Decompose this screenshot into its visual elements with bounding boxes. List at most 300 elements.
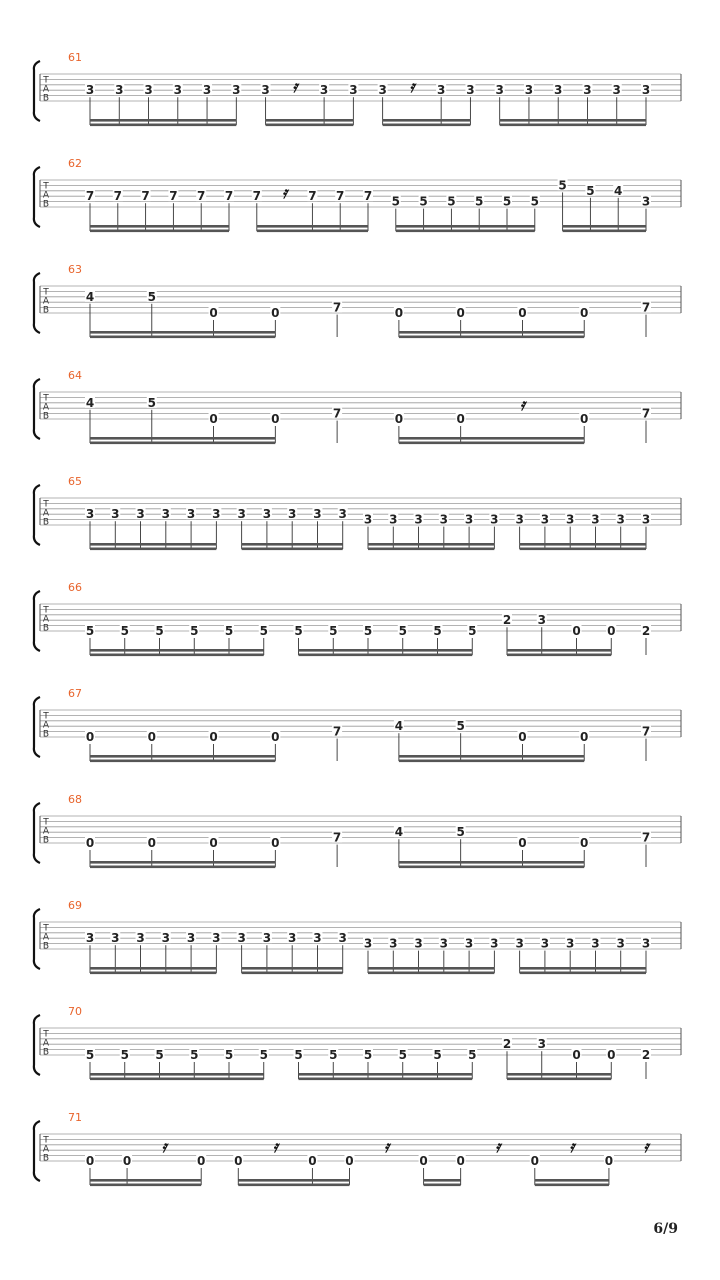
- fret-number: 7: [641, 406, 651, 421]
- beam: [399, 760, 584, 763]
- fret-number: 0: [209, 730, 218, 744]
- tab-clef-letter: B: [42, 517, 50, 528]
- fret-number: 0: [518, 730, 527, 744]
- fret-number: 3: [537, 1037, 546, 1052]
- fret-number: 7: [308, 189, 317, 204]
- tab-clef-letter: T: [43, 1135, 49, 1146]
- fret-number: 5: [155, 1048, 164, 1062]
- beam: [520, 548, 646, 551]
- tab-clef-letter: B: [42, 93, 50, 104]
- rest-symbol: 𝄿: [384, 1137, 389, 1157]
- fret-number: 5: [530, 194, 539, 209]
- tab-clef-letter: T: [43, 393, 49, 404]
- fret-number: 0: [530, 1154, 539, 1168]
- fret-number: 5: [120, 624, 129, 638]
- fret-number: 0: [209, 306, 218, 320]
- fret-number: 0: [271, 306, 280, 320]
- beam: [90, 331, 275, 334]
- fret-number: 7: [197, 189, 206, 204]
- fret-number: 0: [234, 1154, 243, 1168]
- beam: [383, 119, 471, 122]
- rest-symbol: 𝄿: [519, 395, 525, 415]
- fret-number: 0: [456, 306, 465, 320]
- fret-number: 0: [147, 836, 156, 850]
- tab-clef-letter: A: [42, 826, 50, 837]
- system-bracket: [34, 803, 40, 863]
- tab-clef-letter: A: [42, 402, 50, 413]
- tab-clef-letter: A: [42, 932, 50, 943]
- system-bracket: [34, 697, 40, 757]
- fret-number: 5: [586, 183, 595, 198]
- beam: [399, 861, 584, 864]
- fret-number: 3: [616, 936, 625, 951]
- fret-number: 3: [616, 512, 625, 527]
- fret-number: 4: [394, 719, 404, 734]
- fret-number: 3: [612, 83, 621, 98]
- beam: [90, 119, 236, 122]
- fret-number: 5: [147, 289, 156, 304]
- fret-number: 0: [572, 1048, 581, 1062]
- tab-clef-letter: T: [43, 1029, 49, 1040]
- fret-number: 3: [237, 507, 246, 522]
- fret-number: 0: [419, 1154, 428, 1168]
- fret-number: 3: [540, 512, 550, 527]
- beam: [257, 230, 368, 233]
- beam: [399, 755, 584, 758]
- fret-number: 3: [641, 194, 651, 209]
- fret-number: 5: [363, 624, 373, 638]
- fret-number: 0: [607, 624, 616, 638]
- fret-number: 3: [641, 83, 651, 98]
- system-bracket: [34, 167, 40, 227]
- fret-number: 4: [85, 289, 95, 304]
- beam: [242, 543, 343, 546]
- fret-number: 0: [394, 306, 404, 320]
- fret-number: 3: [212, 507, 221, 522]
- fret-number: 7: [641, 300, 651, 315]
- fret-number: 0: [147, 730, 156, 744]
- fret-number: 3: [136, 931, 145, 946]
- fret-number: 0: [456, 1154, 465, 1168]
- beam: [299, 1078, 473, 1081]
- measure-number: 64: [68, 369, 82, 382]
- beam: [299, 649, 473, 652]
- fret-number: 3: [85, 83, 95, 98]
- fret-number: 7: [363, 189, 373, 204]
- fret-number: 5: [447, 194, 456, 209]
- rest-symbol: 𝄿: [643, 1137, 649, 1157]
- measure-number: 66: [68, 581, 82, 594]
- beam: [368, 972, 494, 975]
- fret-number: 5: [224, 1048, 234, 1062]
- system-bracket: [34, 379, 40, 439]
- fret-number: 3: [319, 83, 329, 98]
- fret-number: 3: [115, 83, 124, 98]
- beam: [563, 225, 646, 228]
- fret-number: 7: [641, 724, 651, 739]
- fret-number: 3: [515, 512, 524, 527]
- fret-number: 3: [537, 613, 546, 628]
- measure-number: 63: [68, 263, 82, 276]
- tab-clef-letter: A: [42, 720, 50, 731]
- beam: [257, 225, 368, 228]
- fret-number: 3: [202, 83, 212, 98]
- fret-number: 3: [186, 507, 196, 522]
- fret-number: 3: [111, 507, 120, 522]
- tab-clef-letter: T: [43, 287, 49, 298]
- measure-number: 62: [68, 157, 82, 170]
- tab-clef-letter: B: [42, 729, 50, 740]
- tab-clef-letter: B: [42, 411, 50, 422]
- beam: [90, 543, 216, 546]
- fret-number: 0: [209, 836, 218, 850]
- fret-number: 5: [85, 1048, 95, 1062]
- fret-number: 0: [345, 1154, 354, 1168]
- fret-number: 5: [190, 624, 199, 638]
- fret-number: 2: [502, 1037, 512, 1052]
- beam: [238, 1179, 349, 1182]
- rest-symbol: 𝄿: [161, 1137, 167, 1157]
- fret-number: 7: [141, 189, 150, 204]
- fret-number: 5: [294, 1048, 303, 1062]
- system-bracket: [34, 1015, 40, 1075]
- measure-number: 70: [68, 1005, 82, 1018]
- beam: [424, 1184, 461, 1187]
- beam: [90, 972, 216, 975]
- beam: [396, 230, 535, 233]
- beam: [90, 1184, 201, 1187]
- fret-number: 7: [169, 189, 178, 204]
- beam: [90, 1179, 201, 1182]
- system-bracket: [34, 909, 40, 969]
- system-bracket: [34, 61, 40, 121]
- fret-number: 3: [436, 83, 446, 98]
- fret-number: 3: [566, 936, 575, 951]
- fret-number: 3: [288, 507, 297, 522]
- beam: [90, 225, 229, 228]
- system-bracket: [34, 485, 40, 545]
- rest-symbol: 𝄿: [495, 1137, 501, 1157]
- beam: [90, 649, 264, 652]
- tab-clef-letter: A: [42, 1144, 50, 1155]
- fret-number: 4: [394, 825, 404, 840]
- tab-clef-letter: T: [43, 75, 49, 86]
- fret-number: 0: [271, 412, 280, 426]
- beam: [238, 1184, 349, 1187]
- beam: [90, 1078, 264, 1081]
- system-bracket: [34, 591, 40, 651]
- measure-number: 68: [68, 793, 82, 806]
- system-bracket: [34, 1121, 40, 1181]
- fret-number: 5: [433, 624, 442, 638]
- fret-number: 0: [580, 306, 589, 320]
- fret-number: 0: [580, 730, 589, 744]
- fret-number: 3: [464, 936, 474, 951]
- fret-number: 3: [490, 936, 499, 951]
- fret-number: 0: [518, 836, 527, 850]
- fret-number: 3: [439, 936, 448, 951]
- tab-clef-letter: T: [43, 817, 49, 828]
- measure-number: 69: [68, 899, 82, 912]
- tab-clef-letter: A: [42, 614, 50, 625]
- fret-number: 7: [332, 830, 342, 845]
- fret-number: 4: [614, 183, 623, 198]
- fret-number: 3: [261, 83, 270, 98]
- fret-number: 5: [190, 1048, 199, 1062]
- fret-number: 0: [122, 1154, 132, 1168]
- fret-number: 5: [558, 178, 567, 193]
- beam: [535, 1179, 609, 1182]
- fret-number: 2: [641, 624, 651, 638]
- tab-clef-letter: B: [42, 941, 50, 952]
- fret-number: 3: [262, 507, 272, 522]
- fret-number: 3: [389, 512, 398, 527]
- tab-clef-letter: A: [42, 1038, 50, 1049]
- tab-clef-letter: A: [42, 296, 50, 307]
- beam: [266, 124, 354, 127]
- fret-number: 0: [518, 306, 527, 320]
- fret-number: 0: [394, 412, 404, 426]
- beam: [242, 548, 343, 551]
- beam: [90, 1073, 264, 1076]
- fret-number: 0: [271, 836, 280, 850]
- fret-number: 0: [607, 1048, 616, 1062]
- fret-number: 7: [85, 189, 95, 204]
- fret-number: 3: [85, 931, 95, 946]
- fret-number: 3: [161, 931, 170, 946]
- fret-number: 3: [363, 936, 373, 951]
- beam: [520, 972, 646, 975]
- fret-number: 3: [161, 507, 170, 522]
- fret-number: 4: [85, 395, 95, 410]
- fret-number: 0: [85, 1154, 95, 1168]
- fret-number: 7: [332, 406, 342, 421]
- fret-number: 7: [252, 189, 261, 204]
- tab-clef-letter: B: [42, 305, 50, 316]
- fret-number: 3: [414, 512, 423, 527]
- rest-symbol: 𝄿: [292, 77, 298, 97]
- fret-number: 3: [349, 83, 358, 98]
- tab-clef-letter: T: [43, 711, 49, 722]
- beam: [500, 124, 646, 127]
- fret-number: 5: [363, 1048, 373, 1062]
- fret-number: 5: [468, 1048, 477, 1062]
- fret-number: 3: [85, 507, 95, 522]
- beam: [90, 442, 275, 445]
- fret-number: 3: [288, 931, 297, 946]
- beam: [520, 967, 646, 970]
- fret-number: 5: [224, 624, 234, 638]
- fret-number: 7: [332, 724, 342, 739]
- fret-number: 5: [155, 624, 164, 638]
- fret-number: 0: [85, 730, 95, 744]
- beam: [299, 1073, 473, 1076]
- beam: [507, 649, 611, 652]
- beam: [90, 866, 275, 869]
- beam: [563, 230, 646, 233]
- fret-number: 7: [224, 189, 234, 204]
- beam: [396, 225, 535, 228]
- fret-number: 2: [502, 613, 512, 628]
- beam: [90, 548, 216, 551]
- beam: [242, 967, 343, 970]
- fret-number: 3: [313, 931, 322, 946]
- beam: [507, 1078, 611, 1081]
- fret-number: 3: [144, 83, 153, 98]
- beam: [399, 437, 584, 440]
- beam: [368, 967, 494, 970]
- fret-number: 3: [173, 83, 182, 98]
- fret-number: 0: [271, 730, 280, 744]
- fret-number: 3: [313, 507, 322, 522]
- rest-symbol: 𝄿: [409, 77, 415, 97]
- tab-clef-letter: A: [42, 84, 50, 95]
- fret-number: 0: [572, 624, 581, 638]
- page-number: 6/9: [653, 1221, 678, 1237]
- beam: [535, 1184, 609, 1187]
- tab-clef-letter: T: [43, 605, 49, 616]
- fret-number: 0: [197, 1154, 206, 1168]
- beam: [242, 972, 343, 975]
- tab-clef-letter: A: [42, 508, 50, 519]
- fret-number: 5: [398, 624, 407, 638]
- beam: [507, 654, 611, 657]
- tab-clef-letter: T: [43, 499, 49, 510]
- fret-number: 3: [495, 83, 504, 98]
- fret-number: 3: [524, 83, 534, 98]
- tab-clef-letter: T: [43, 181, 49, 192]
- beam: [90, 437, 275, 440]
- fret-number: 3: [466, 83, 475, 98]
- tab-clef-letter: B: [42, 1047, 50, 1058]
- measure-number: 61: [68, 51, 82, 64]
- fret-number: 7: [336, 189, 345, 204]
- fret-number: 5: [259, 624, 268, 638]
- fret-number: 5: [419, 194, 428, 209]
- fret-number: 2: [641, 1048, 651, 1062]
- rest-symbol: 𝄿: [272, 1137, 278, 1157]
- fret-number: 5: [329, 624, 338, 638]
- fret-number: 3: [212, 931, 221, 946]
- fret-number: 3: [136, 507, 145, 522]
- fret-number: 5: [147, 395, 156, 410]
- fret-number: 5: [475, 194, 484, 209]
- beam: [399, 866, 584, 869]
- tab-clef-letter: B: [42, 1153, 50, 1164]
- system-bracket: [34, 273, 40, 333]
- fret-number: 3: [540, 936, 550, 951]
- tab-clef-letter: B: [42, 835, 50, 846]
- fret-number: 0: [85, 836, 95, 850]
- fret-number: 7: [332, 300, 342, 315]
- fret-number: 3: [566, 512, 575, 527]
- fret-number: 3: [439, 512, 448, 527]
- beam: [399, 442, 584, 445]
- fret-number: 0: [209, 412, 218, 426]
- fret-number: 5: [85, 624, 95, 638]
- measure-number: 67: [68, 687, 82, 700]
- beam: [90, 967, 216, 970]
- fret-number: 3: [641, 936, 651, 951]
- tab-clef-letter: T: [43, 923, 49, 934]
- beam: [90, 760, 275, 763]
- fret-number: 3: [378, 83, 387, 98]
- beam: [90, 861, 275, 864]
- fret-number: 5: [456, 825, 465, 840]
- fret-number: 3: [554, 83, 563, 98]
- fret-number: 0: [580, 412, 589, 426]
- beam: [399, 336, 584, 339]
- beam: [520, 543, 646, 546]
- beam: [383, 124, 471, 127]
- measure-number: 71: [68, 1111, 82, 1124]
- beam: [90, 336, 275, 339]
- fret-number: 5: [468, 624, 477, 638]
- fret-number: 0: [456, 412, 465, 426]
- fret-number: 3: [515, 936, 524, 951]
- beam: [299, 654, 473, 657]
- measure-number: 65: [68, 475, 82, 488]
- fret-number: 7: [113, 189, 122, 204]
- fret-number: 5: [433, 1048, 442, 1062]
- fret-number: 3: [363, 512, 373, 527]
- beam: [399, 331, 584, 334]
- fret-number: 3: [641, 512, 651, 527]
- fret-number: 5: [398, 1048, 407, 1062]
- beam: [368, 543, 494, 546]
- beam: [266, 119, 354, 122]
- fret-number: 3: [591, 512, 600, 527]
- beam: [500, 119, 646, 122]
- tab-clef-letter: B: [42, 199, 50, 210]
- fret-number: 3: [262, 931, 272, 946]
- beam: [507, 1073, 611, 1076]
- beam: [424, 1179, 461, 1182]
- fret-number: 3: [490, 512, 499, 527]
- beam: [90, 755, 275, 758]
- fret-number: 0: [580, 836, 589, 850]
- fret-number: 3: [583, 83, 592, 98]
- fret-number: 5: [294, 624, 303, 638]
- beam: [90, 124, 236, 127]
- fret-number: 3: [232, 83, 241, 98]
- fret-number: 5: [259, 1048, 268, 1062]
- rest-symbol: 𝄿: [282, 183, 288, 203]
- fret-number: 5: [456, 719, 465, 734]
- beam: [90, 654, 264, 657]
- fret-number: 7: [641, 830, 651, 845]
- fret-number: 0: [308, 1154, 317, 1168]
- beam: [90, 230, 229, 233]
- fret-number: 3: [389, 936, 398, 951]
- fret-number: 3: [414, 936, 423, 951]
- fret-number: 3: [338, 507, 347, 522]
- rest-symbol: 𝄿: [569, 1137, 575, 1157]
- fret-number: 5: [329, 1048, 338, 1062]
- fret-number: 3: [186, 931, 196, 946]
- beam: [368, 548, 494, 551]
- fret-number: 3: [338, 931, 347, 946]
- fret-number: 5: [391, 194, 400, 209]
- tab-clef-letter: A: [42, 190, 50, 201]
- fret-number: 5: [120, 1048, 129, 1062]
- tab-clef-letter: B: [42, 623, 50, 634]
- fret-number: 0: [604, 1154, 614, 1168]
- fret-number: 3: [591, 936, 600, 951]
- fret-number: 5: [502, 194, 512, 209]
- fret-number: 3: [237, 931, 246, 946]
- fret-number: 3: [464, 512, 474, 527]
